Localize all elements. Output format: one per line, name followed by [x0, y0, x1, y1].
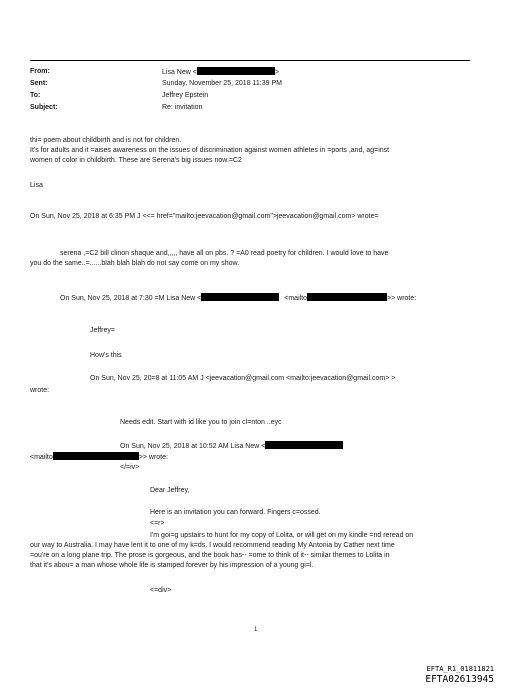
- sent-label: Sent:: [30, 80, 48, 87]
- body-line: serena ,=C2 bill clinon shaque and,,,,, have all on pbs. ? =A0 read poetry for children. I would love to have: [60, 250, 389, 257]
- from-label: From:: [30, 68, 50, 75]
- from-name: Lisa New <: [162, 69, 197, 76]
- redaction-block: [265, 441, 343, 449]
- body-line: Dear Jeffrey,: [150, 487, 190, 494]
- footer-id-small: EFTA_R1_01811821: [426, 665, 494, 673]
- footer-id-large: EFTA02613945: [425, 674, 494, 685]
- to-value: Jeffrey Epstein: [162, 92, 209, 99]
- body-line: <=r>: [150, 520, 165, 527]
- body-line: </=iv>: [120, 464, 140, 471]
- wrote-text: >> wrote:: [387, 295, 417, 302]
- from-value: [162, 67, 279, 77]
- quote-header: On Sun, Nov 25, 2018 at 6:35 PM J <<= href="mailto:jeevacation@gmail.com">jeevacation@gmail.com> wrote=: [30, 213, 379, 220]
- quote-header: [120, 441, 343, 451]
- redaction-block: [197, 67, 275, 75]
- body-line: that it's abou= a man whose whole life is stamped forever by his impression of a young gi=l.: [30, 562, 314, 569]
- quote-header-text: On Sun, Nov 25, 2018 at 7:30 =M Lisa New <: [60, 295, 202, 302]
- redaction-block: [201, 293, 279, 301]
- mailto-text: <mailto: [30, 454, 53, 461]
- body-line: our way to Australia. I may have lent it to one of my k=ds. I would recommend reading My Antonia by Cather next time: [30, 542, 395, 549]
- body-line: thi= poem about childbirth and is not for children.: [30, 137, 182, 144]
- to-label: To:: [30, 92, 41, 99]
- redaction-block: [307, 293, 387, 301]
- body-line: It's for adults and it =aises awareness on the issues of discrimination against women athletes in =ports ,and, ag=inst: [30, 147, 390, 154]
- quote-header: On Sun, Nov 25, 20=8 at 11:05 AM J <jeevacation@gmail.com <mailto:jeevacation@gmail.com> >: [90, 375, 396, 382]
- body-line: How's this: [90, 352, 122, 359]
- redaction-block: [53, 452, 139, 460]
- body-line: Here is an invitation you can forward. Fingers c=ossed.: [150, 509, 321, 516]
- body-line: women of color in childbirth. These are Serena's big issues now.=C2: [30, 157, 242, 164]
- quote-header-text: On Sun, Nov 25, 2018 at 10:52 AM Lisa New <: [120, 443, 266, 450]
- page-number: 1: [254, 627, 258, 633]
- sent-value: Sunday, November 25, 2018 11:39 PM: [162, 80, 282, 87]
- subject-label: Subject:: [30, 104, 58, 111]
- from-suffix: >: [274, 69, 279, 76]
- body-line: you do the same..=......blah blah blah do not say come on my show.: [30, 260, 240, 267]
- header-divider: [30, 60, 470, 61]
- body-line: =ou're on a long plane trip. The prose is gorgeous, and the book has-- =ome to think of it-- similar themes to Lolita in: [30, 552, 390, 559]
- signature: Lisa: [30, 182, 43, 189]
- body-line: Jeffrey=: [90, 327, 115, 334]
- subject-value: Re: invitation: [162, 104, 203, 111]
- quote-header: [30, 452, 168, 462]
- body-line: I'm goi=g upstairs to hunt for my copy of Lolita, or will get on my kindle =nd reread on: [150, 532, 414, 539]
- body-line: <=div>: [150, 587, 172, 594]
- mailto-text: <mailto: [284, 295, 308, 302]
- body-line: wrote:: [30, 387, 50, 394]
- quote-header: [60, 293, 416, 303]
- wrote-text: >> wrote:: [138, 454, 168, 461]
- body-line: Needs edit. Start with id like you to join cl=nton ..eyc: [120, 419, 282, 426]
